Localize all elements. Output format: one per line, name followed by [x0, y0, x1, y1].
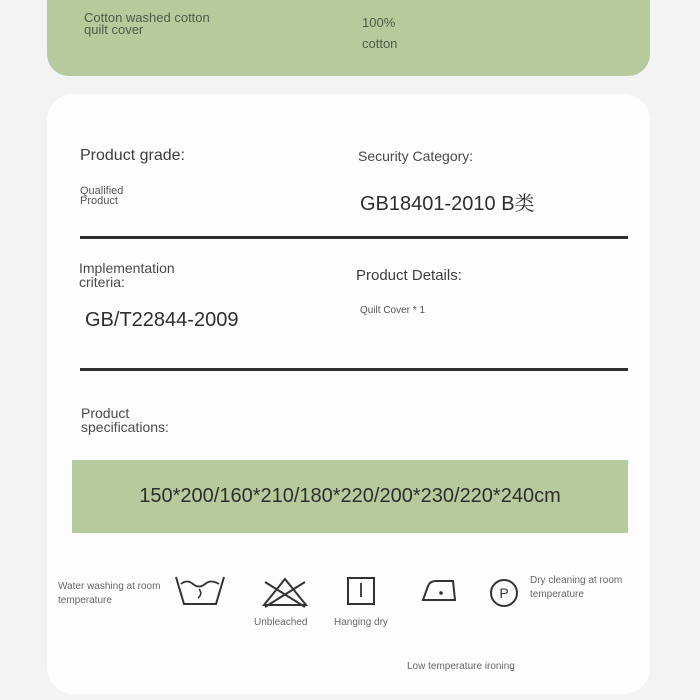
dry-clean-letter: P: [499, 585, 509, 601]
divider-1: [80, 236, 628, 239]
implementation-label: Implementation criteria:: [79, 260, 175, 290]
hang-dry-icon: [346, 576, 376, 606]
details-label: Product Details:: [356, 267, 462, 284]
iron-low-icon: [420, 578, 458, 604]
wash-tub-icon: [174, 574, 226, 608]
grade-value: Qualified Product: [80, 185, 124, 207]
implementation-value: GB/T22844-2009: [85, 309, 239, 331]
unbleached-text: Unbleached: [254, 617, 308, 628]
specs-box: [72, 460, 628, 533]
water-washing-text: Water washing at room temperature: [58, 581, 161, 606]
details-value: Quilt Cover * 1: [360, 305, 426, 316]
ironing-text: Low temperature ironing: [407, 661, 515, 672]
hanging-dry-text: Hanging dry: [334, 617, 388, 628]
dry-cleaning-text: Dry cleaning at room temperature: [530, 575, 623, 600]
security-label: Security Category:: [358, 148, 474, 164]
dry-clean-icon: [489, 578, 519, 608]
divider-2: [80, 368, 628, 371]
no-bleach-icon: [261, 576, 309, 608]
grade-label: Product grade:: [80, 147, 185, 164]
composition-percent: 100%: [362, 15, 396, 30]
specs-label: Product specifications:: [81, 405, 169, 435]
security-value: GB18401-2010 B类: [360, 193, 535, 215]
composition-fiber: cotton: [362, 36, 398, 51]
material-card: [47, 0, 650, 76]
product-info-card: [47, 94, 650, 694]
specs-value: 150*200/160*210/180*220/200*230/220*240cm: [139, 485, 561, 507]
material-name: Cotton washed cotton quilt cover: [84, 10, 210, 37]
